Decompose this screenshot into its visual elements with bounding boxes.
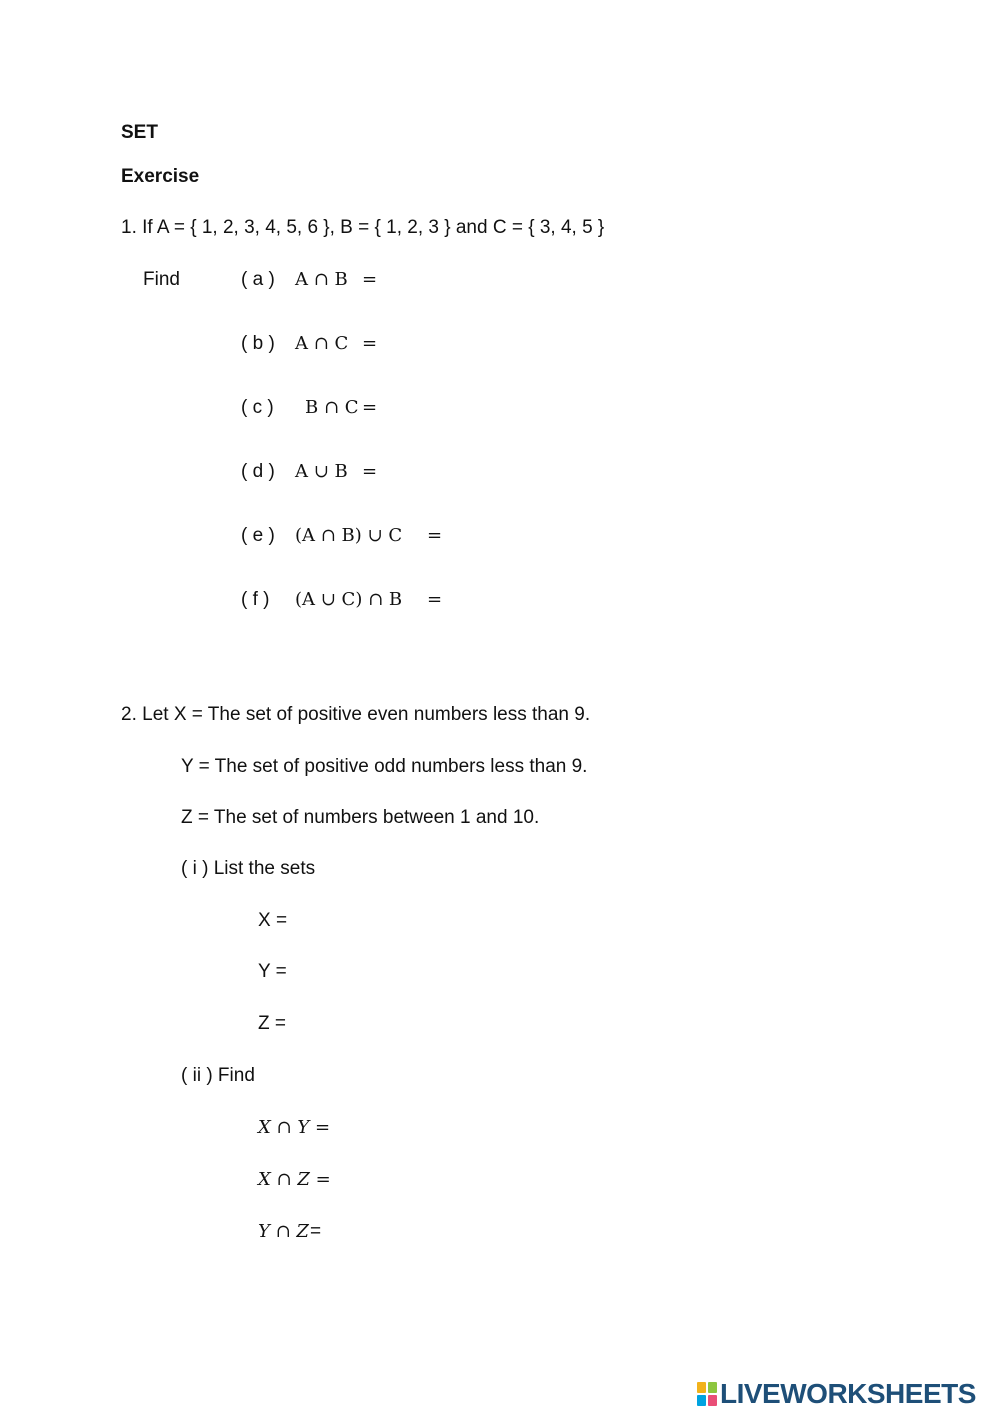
- set-y-definition: Y = The set of positive odd numbers less than 9.: [181, 756, 588, 777]
- logo-square-3: [697, 1395, 706, 1406]
- part-a-label: ( a ): [241, 269, 275, 290]
- set-z-definition: Z = The set of numbers between 1 and 10.: [181, 807, 540, 828]
- logo-text: LIVEWORKSHEETS: [720, 1378, 976, 1409]
- find-y-intersect-z-equals: =: [310, 1221, 322, 1242]
- part-f-label: ( f ): [241, 589, 270, 610]
- logo-square-2: [708, 1382, 717, 1393]
- part-ii-heading: ( ii ) Find: [181, 1065, 255, 1086]
- part-d-equals: =: [362, 461, 378, 482]
- liveworksheets-logo-icon: [697, 1382, 717, 1406]
- part-d-expression: A ∪ B: [295, 461, 348, 482]
- part-b-label: ( b ): [241, 333, 275, 354]
- part-a-expression: A ∩ B: [295, 269, 348, 290]
- part-b-equals: =: [362, 333, 378, 354]
- part-e-expression: (A ∩ B) ∪ C: [295, 525, 403, 546]
- part-c-equals: =: [362, 397, 378, 418]
- list-y-label: Y =: [258, 961, 287, 982]
- section-heading: Exercise: [121, 166, 200, 187]
- part-b-expression: A ∩ C: [295, 333, 349, 354]
- part-c-expression: B ∩ C: [305, 397, 359, 418]
- liveworksheets-logo: [697, 1378, 976, 1410]
- part-i-heading: ( i ) List the sets: [181, 858, 316, 879]
- part-e-label: ( e ): [241, 525, 275, 546]
- page-title: SET: [121, 122, 158, 143]
- question-2-prompt: 2. Let X = The set of positive even numbers less than 9.: [121, 704, 591, 725]
- part-f-equals: =: [427, 589, 443, 610]
- part-c-label: ( c ): [241, 397, 274, 418]
- part-f-expression: (A ∪ C) ∩ B: [295, 589, 403, 610]
- logo-square-1: [697, 1382, 706, 1393]
- question-1-prompt: 1. If A = { 1, 2, 3, 4, 5, 6 }, B = { 1, 2, 3 } and C = { 3, 4, 5 }: [121, 217, 605, 238]
- part-e-equals: =: [427, 525, 443, 546]
- list-x-label: X =: [258, 910, 288, 931]
- find-label: Find: [143, 269, 180, 290]
- find-x-intersect-z: X ∩ Z =: [258, 1169, 331, 1190]
- part-a-equals: =: [362, 269, 378, 290]
- find-x-intersect-y: X ∩ Y =: [258, 1117, 331, 1138]
- find-y-intersect-z: Y ∩ Z: [258, 1221, 309, 1242]
- list-z-label: Z =: [258, 1013, 286, 1034]
- part-d-label: ( d ): [241, 461, 275, 482]
- logo-square-4: [708, 1395, 717, 1406]
